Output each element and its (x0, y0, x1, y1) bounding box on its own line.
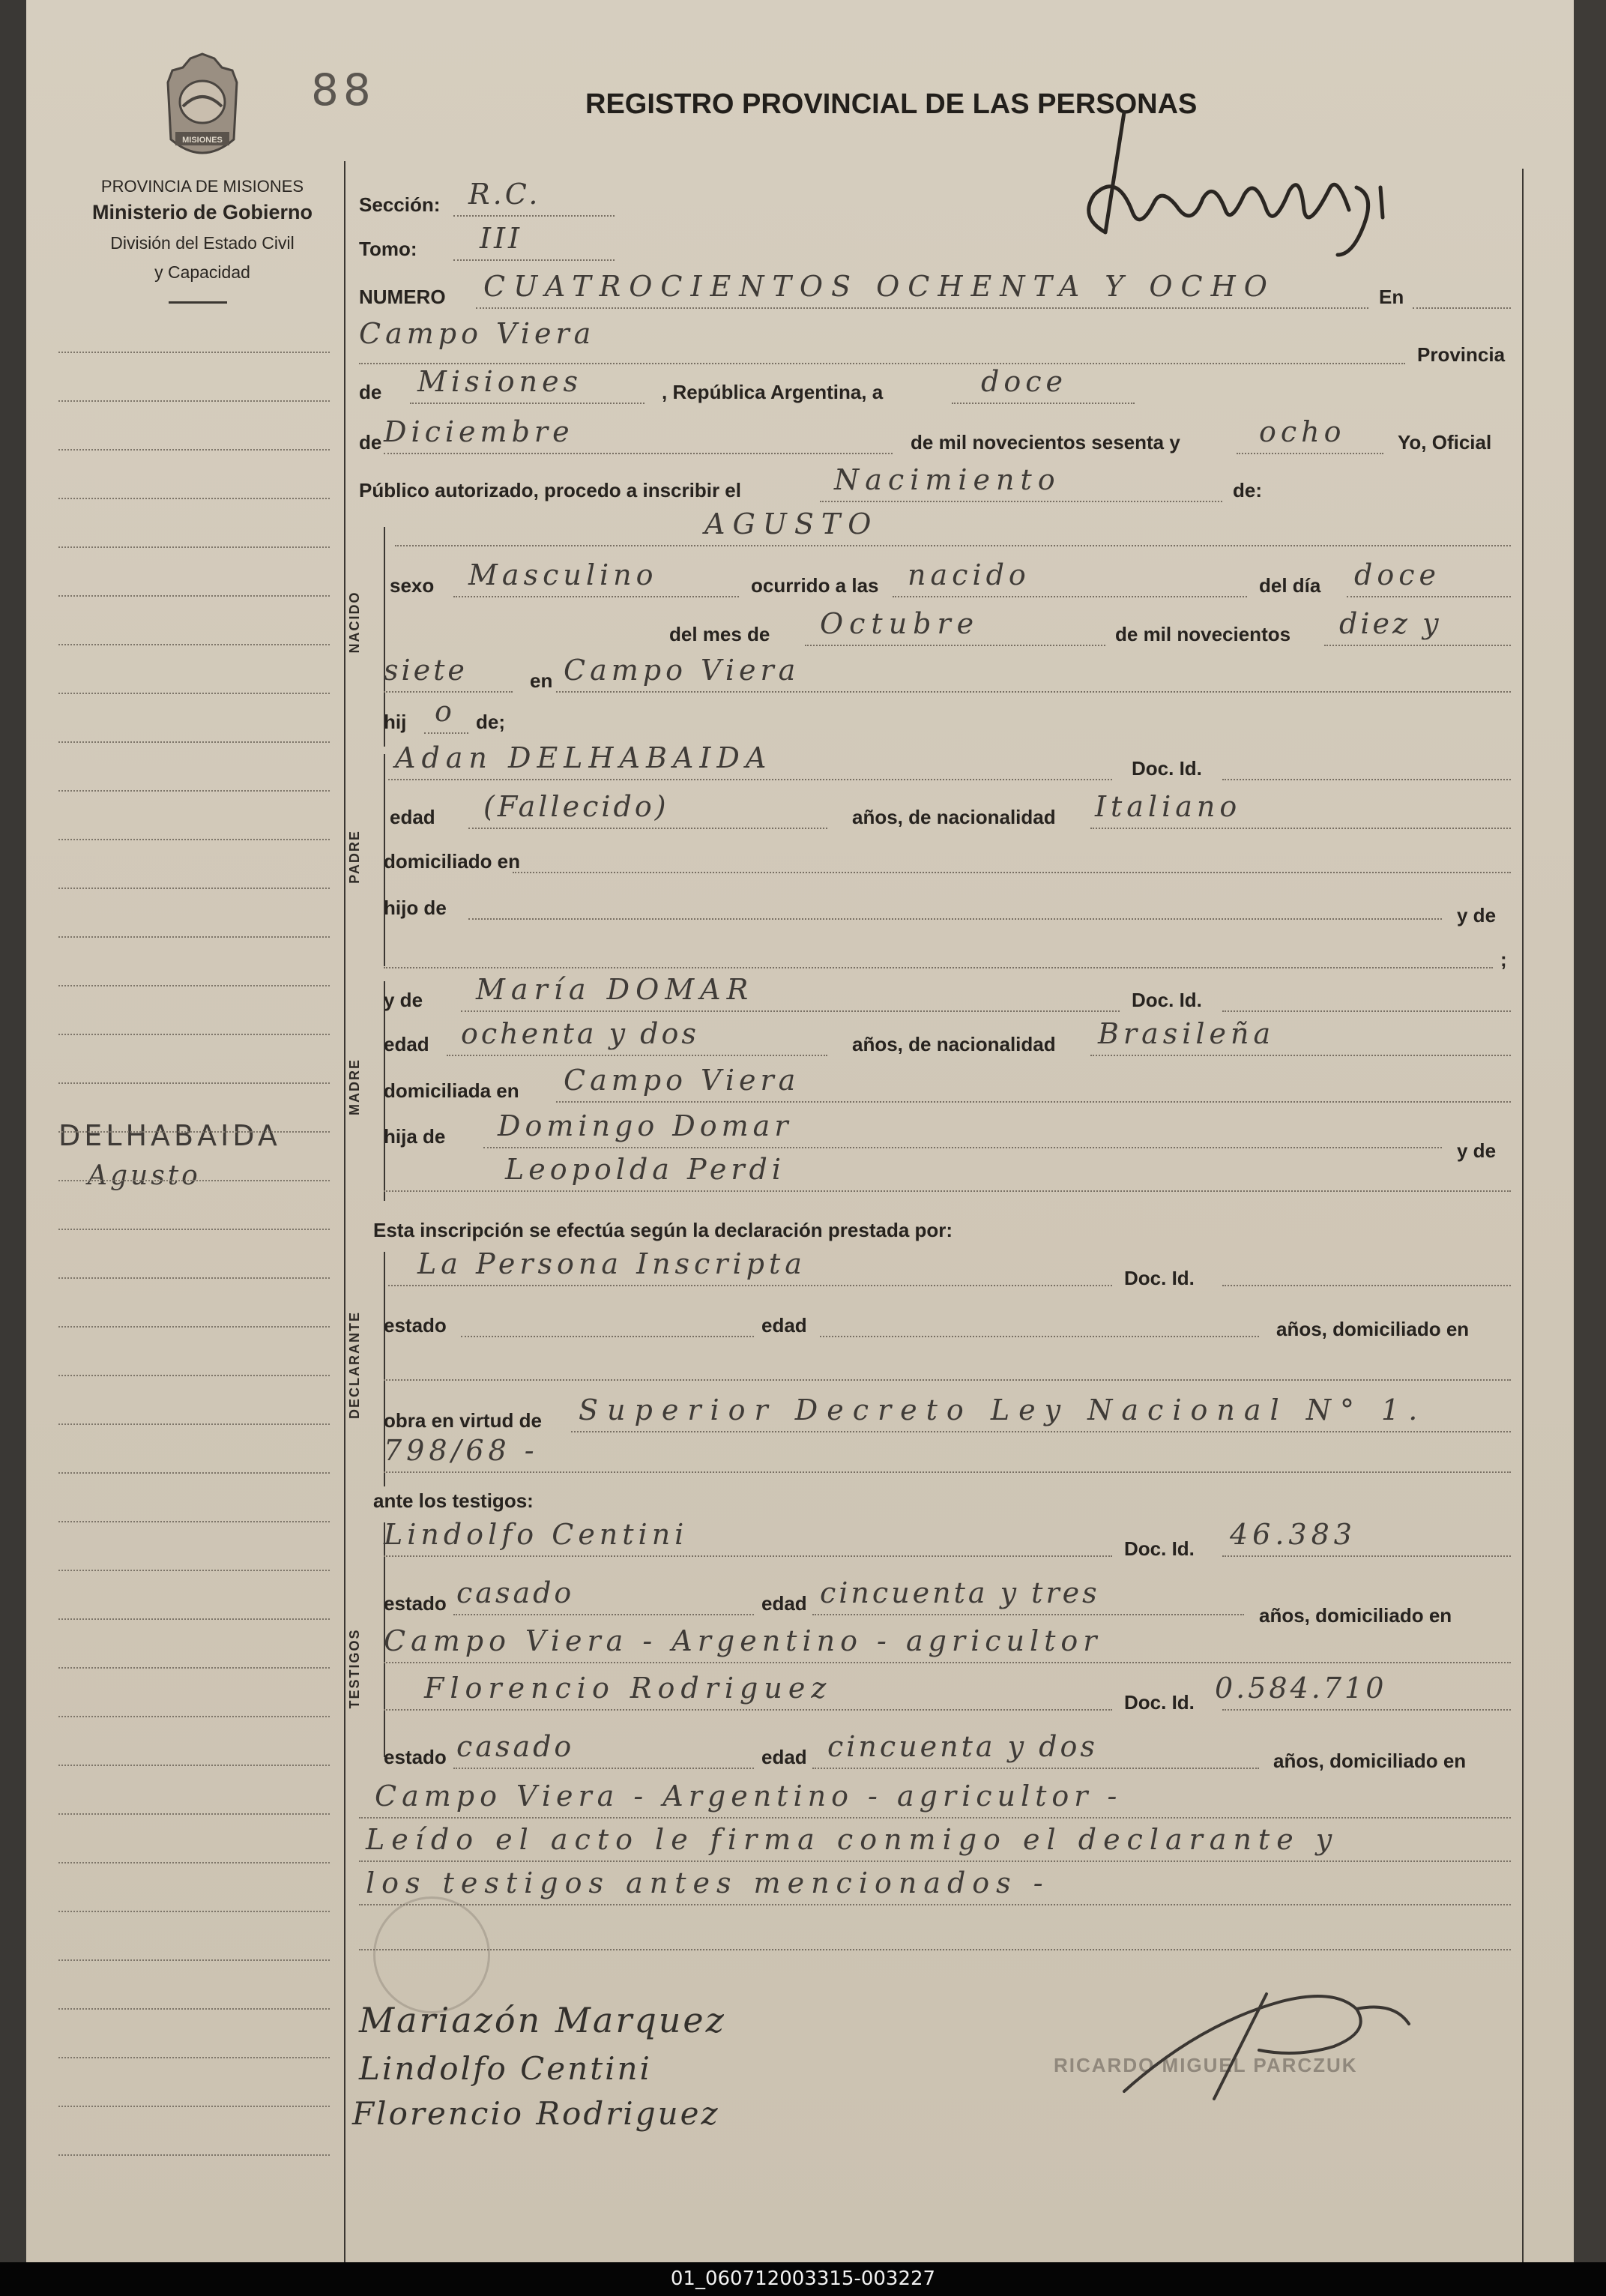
t1-doc-label: Doc. Id. (1124, 1537, 1195, 1560)
nacido-anio-label: de mil novecientos (1115, 623, 1291, 645)
madre-section-label: MADRE (347, 1058, 362, 1115)
margin-rule (58, 1472, 330, 1474)
margin-rule (58, 2057, 330, 2058)
margin-rule (58, 1423, 330, 1425)
t1-doc-rule (1222, 1555, 1511, 1557)
inscribir-label: Público autorizado, procedo a inscribir el (359, 479, 741, 501)
t2-nombre: Florencio Rodriguez (424, 1672, 833, 1705)
margin-rule (58, 839, 330, 840)
anio-value: ocho (1259, 415, 1346, 448)
declarante-estado-label: estado (384, 1314, 447, 1337)
madre-edad-label: edad (384, 1033, 429, 1055)
margin-rule (58, 1180, 330, 1181)
seccion-value: R.C. (468, 178, 541, 211)
agency-ministry: Ministerio de Gobierno (91, 201, 313, 223)
official-signature-top (1034, 105, 1394, 270)
padre-edad-rule (468, 828, 827, 829)
en-label: En (1379, 286, 1404, 308)
madre-dom-value: Campo Viera (564, 1064, 800, 1097)
mes-value: Diciembre (384, 415, 574, 448)
madre-hija-label: hija de (384, 1125, 446, 1148)
nacido-en-label: en (530, 669, 553, 692)
agency-division: División del Estado Civil (110, 233, 295, 253)
anio-rule (1237, 453, 1383, 454)
provincia-value: Misiones (417, 365, 583, 398)
signature-2: Lindolfo Centini (359, 2050, 652, 2087)
t2-doc-rule (1222, 1709, 1511, 1711)
t1-dom-label: años, domiciliado en (1259, 1604, 1452, 1627)
t1-dom-rule (384, 1662, 1511, 1663)
t2-dom-label: años, domiciliado en (1273, 1750, 1467, 1772)
margin-surname: DELHABAIDA (58, 1119, 281, 1152)
margin-rule (58, 1277, 330, 1279)
declarante-estado-rule (461, 1336, 754, 1337)
numero-rule (476, 307, 1368, 309)
right-border (1522, 169, 1524, 2262)
madre-edad-value: ochenta y dos (461, 1017, 699, 1050)
nacido-dia-value: doce (1354, 558, 1440, 591)
margin-rule (58, 1375, 330, 1376)
madre-madre-value: Leopolda Perdi (505, 1153, 786, 1186)
margin-rule (58, 1034, 330, 1035)
madre-yde2-label: y de (1457, 1139, 1497, 1162)
seccion-rule (453, 215, 615, 217)
margin-rule (58, 888, 330, 889)
margin-rule (58, 693, 330, 694)
padre-yde-label: y de (1457, 904, 1497, 926)
blank-rule (359, 1949, 1511, 1950)
t1-edad-rule (812, 1614, 1244, 1615)
padre-doc-label: Doc. Id. (1132, 757, 1202, 780)
t2-doc: 0.584.710 (1215, 1672, 1387, 1705)
t1-nombre: Lindolfo Centini (384, 1518, 689, 1551)
numero-label: NUMERO (359, 286, 446, 308)
ocurrido-value: nacido (908, 558, 1030, 591)
margin-rule (58, 1521, 330, 1522)
de-label: de (359, 381, 382, 403)
madre-madre-rule (384, 1190, 1511, 1192)
declarante-edad-label: edad (761, 1314, 807, 1337)
margin-rule (58, 400, 330, 402)
tomo-value: III (480, 222, 523, 255)
padre-edad-label: edad (390, 806, 435, 828)
t1-estado-rule (453, 1614, 754, 1615)
seal-stamp-circle (373, 1896, 490, 2013)
madre-nombre: María DOMAR (476, 973, 755, 1006)
nacido-lugar-value: Campo Viera (564, 654, 800, 687)
nacido-anio-value2: siete (384, 654, 468, 687)
obra-rule (571, 1431, 1511, 1432)
t2-dom: Campo Viera - Argentino - agricultor - (375, 1780, 1123, 1813)
dia-rule (952, 403, 1135, 404)
t1-estado-label: estado (384, 1592, 447, 1615)
margin-rule (58, 2008, 330, 2010)
margin-rule (58, 1813, 330, 1815)
t1-dom: Campo Viera - Argentino - agricultor (384, 1624, 1102, 1657)
margin-rule (58, 985, 330, 986)
t2-edad-label: edad (761, 1746, 807, 1768)
padre-nac-rule (1090, 828, 1511, 829)
margin-rule (58, 936, 330, 938)
localidad-rule (359, 363, 1405, 364)
margin-rule (58, 1716, 330, 1717)
declarante-edad-rule (820, 1336, 1259, 1337)
margin-rule (58, 1326, 330, 1328)
provincia-label: Provincia (1417, 343, 1506, 366)
t2-estado: casado (456, 1730, 575, 1763)
declarante-dom-rule (384, 1379, 1511, 1381)
hij-de-label: de; (476, 711, 505, 733)
madre-nac-value: Brasileña (1098, 1017, 1276, 1050)
padre-nombre-rule (388, 779, 1112, 780)
left-column-divider (344, 161, 345, 2262)
nacido-dia-label: del día (1259, 574, 1321, 597)
madre-dom-rule (556, 1101, 1511, 1103)
nacido-anio-rule (1324, 645, 1511, 646)
page-title: REGISTRO PROVINCIAL DE LAS PERSONAS (585, 88, 1198, 120)
nacido-nombre: AGUSTO (704, 507, 879, 540)
ocurrido-rule (893, 596, 1247, 597)
margin-rule (58, 1618, 330, 1620)
sexo-value: Masculino (468, 558, 658, 591)
margin-rule (58, 449, 330, 451)
margin-rule (58, 498, 330, 499)
de2-label: de (359, 431, 382, 454)
nacido-section-label: NACIDO (347, 591, 362, 654)
oficial-label: Yo, Oficial (1398, 431, 1492, 454)
padre-hijo-rule (468, 918, 1442, 920)
seccion-label: Sección: (359, 193, 441, 216)
hij-rule (424, 732, 468, 734)
t1-estado: casado (456, 1576, 575, 1609)
margin-rule (58, 1229, 330, 1230)
acto-value: Nacimiento (834, 463, 1061, 496)
sexo-rule (453, 596, 739, 597)
declarante-doc-label: Doc. Id. (1124, 1267, 1195, 1289)
margin-rule (58, 1765, 330, 1766)
republica-label: , República Argentina, a (662, 381, 884, 403)
margin-rule (58, 2154, 330, 2156)
en-rule (1413, 307, 1511, 309)
obra-value: Superior Decreto Ley Nacional N° 1. (579, 1393, 1427, 1426)
tomo-rule (453, 259, 615, 261)
declarante-nombre-rule (388, 1285, 1112, 1286)
t2-estado-rule (453, 1768, 754, 1769)
margin-rule (58, 1131, 330, 1133)
madre-doc-rule (1222, 1010, 1511, 1012)
margin-rule (58, 546, 330, 548)
scan-edge-right (1574, 0, 1606, 2262)
padre-section-label: PADRE (347, 830, 362, 884)
nacido-anio-value: diez y (1339, 607, 1442, 640)
margin-rule (58, 1911, 330, 1912)
margin-rule (58, 644, 330, 645)
margin-rule (58, 1862, 330, 1863)
obra-label: obra en virtud de (384, 1409, 542, 1432)
t2-nombre-rule (384, 1709, 1112, 1711)
padre-hijo-label: hijo de (384, 897, 447, 919)
cierre-line1: Leído el acto le firma conmigo el declarante y (366, 1823, 1339, 1856)
provincia-rule (410, 403, 644, 404)
obra2-rule (384, 1471, 1511, 1473)
testigos-section-label: TESTIGOS (347, 1628, 362, 1709)
t2-estado-label: estado (384, 1746, 447, 1768)
nacido-mes-value: Octubre (820, 607, 980, 640)
province-seal-icon (150, 49, 255, 169)
margin-rule (58, 741, 330, 743)
margin-rule (58, 352, 330, 353)
hij-value: o (435, 695, 455, 728)
madre-nombre-rule (461, 1010, 1120, 1012)
anio-label: de mil novecientos sesenta y (911, 431, 1180, 454)
padre-dom-label: domiciliado en (384, 850, 521, 873)
padre-extra-rule (384, 967, 1493, 968)
acto-rule (820, 501, 1222, 502)
margin-rule (58, 595, 330, 597)
signature-1: Mariazón Marquez (359, 2000, 726, 2040)
mes-rule (384, 453, 893, 454)
margin-given-name: Agusto (88, 1160, 201, 1191)
signature-3: Florencio Rodriguez (352, 2095, 720, 2132)
t1-edad-label: edad (761, 1592, 807, 1615)
madre-nac-rule (1090, 1055, 1511, 1056)
margin-rule (58, 2106, 330, 2107)
declarante-section-label: DECLARANTE (347, 1311, 362, 1419)
t2-dom-rule (359, 1817, 1511, 1819)
padre-edad-value: (Fallecido) (483, 790, 669, 823)
obra-value2: 798/68 - (384, 1434, 539, 1467)
scan-caption: 01_060712003315-003227 (0, 2262, 1606, 2296)
seal-text: MISIONES (182, 136, 223, 145)
padre-dom-rule (513, 872, 1511, 873)
official-stamp-name: RICARDO MIGUEL PARCZUK (1054, 2054, 1358, 2076)
madre-padre-rule (483, 1147, 1442, 1148)
tomo-label: Tomo: (359, 238, 417, 260)
madre-doc-label: Doc. Id. (1132, 989, 1202, 1011)
margin-rule (58, 1959, 330, 1961)
madre-padre-value: Domingo Domar (498, 1109, 793, 1142)
padre-semicolon: ; (1500, 948, 1507, 971)
nacido-mes-rule (805, 645, 1105, 646)
t1-doc: 46.383 (1230, 1518, 1356, 1551)
numero-value: CUATROCIENTOS OCHENTA Y OCHO (483, 270, 1276, 303)
declarante-doc-rule (1222, 1285, 1511, 1286)
de3-label: de: (1233, 479, 1262, 501)
padre-nac-label: años, de nacionalidad (852, 806, 1056, 828)
nacido-nombre-rule (395, 545, 1511, 546)
margin-rule (58, 1082, 330, 1084)
margin-rule (58, 1570, 330, 1571)
madre-edad-rule (447, 1055, 827, 1056)
nacido-anio2-rule (384, 691, 513, 693)
declaracion-label: Esta inscripción se efectúa según la declaración prestada por: (373, 1219, 953, 1241)
ocurrido-label: ocurrido a las (751, 574, 879, 597)
agency-province: PROVINCIA DE MISIONES (100, 177, 304, 196)
padre-doc-rule (1222, 779, 1511, 780)
hij-label: hij (384, 711, 407, 733)
madre-nac-label: años, de nacionalidad (852, 1033, 1056, 1055)
margin-rule (58, 790, 330, 792)
declarante-nombre: La Persona Inscripta (417, 1247, 806, 1280)
sexo-label: sexo (390, 574, 435, 597)
t1-nombre-rule (384, 1555, 1112, 1557)
official-signature-bottom (1109, 1979, 1424, 2106)
madre-yde-label: y de (384, 989, 423, 1011)
agency-capacity: y Capacidad (154, 262, 250, 282)
agency-divider (169, 301, 227, 304)
nacido-lugar-rule (556, 691, 1511, 693)
madre-dom-label: domiciliada en (384, 1079, 519, 1102)
t2-edad: cincuenta y dos (827, 1730, 1098, 1763)
t1-edad: cincuenta y tres (820, 1576, 1100, 1609)
cierre2-rule (359, 1904, 1511, 1905)
declarante-dom-label: años, domiciliado en (1276, 1318, 1470, 1340)
folio-number: 88 (311, 64, 375, 115)
t2-doc-label: Doc. Id. (1124, 1691, 1195, 1714)
nacido-mes-label: del mes de (669, 623, 770, 645)
margin-rule (58, 1667, 330, 1669)
padre-nac-value: Italiano (1095, 790, 1242, 823)
nacido-dia-rule (1347, 596, 1511, 597)
testigos-label: ante los testigos: (373, 1489, 534, 1512)
cierre-line2: los testigos antes mencionados - (366, 1866, 1050, 1899)
dia-value: doce (981, 365, 1067, 398)
localidad-value: Campo Viera (359, 317, 596, 350)
cierre1-rule (359, 1860, 1511, 1862)
t2-edad-rule (812, 1768, 1259, 1769)
padre-nombre: Adan DELHABAIDA (395, 741, 773, 774)
